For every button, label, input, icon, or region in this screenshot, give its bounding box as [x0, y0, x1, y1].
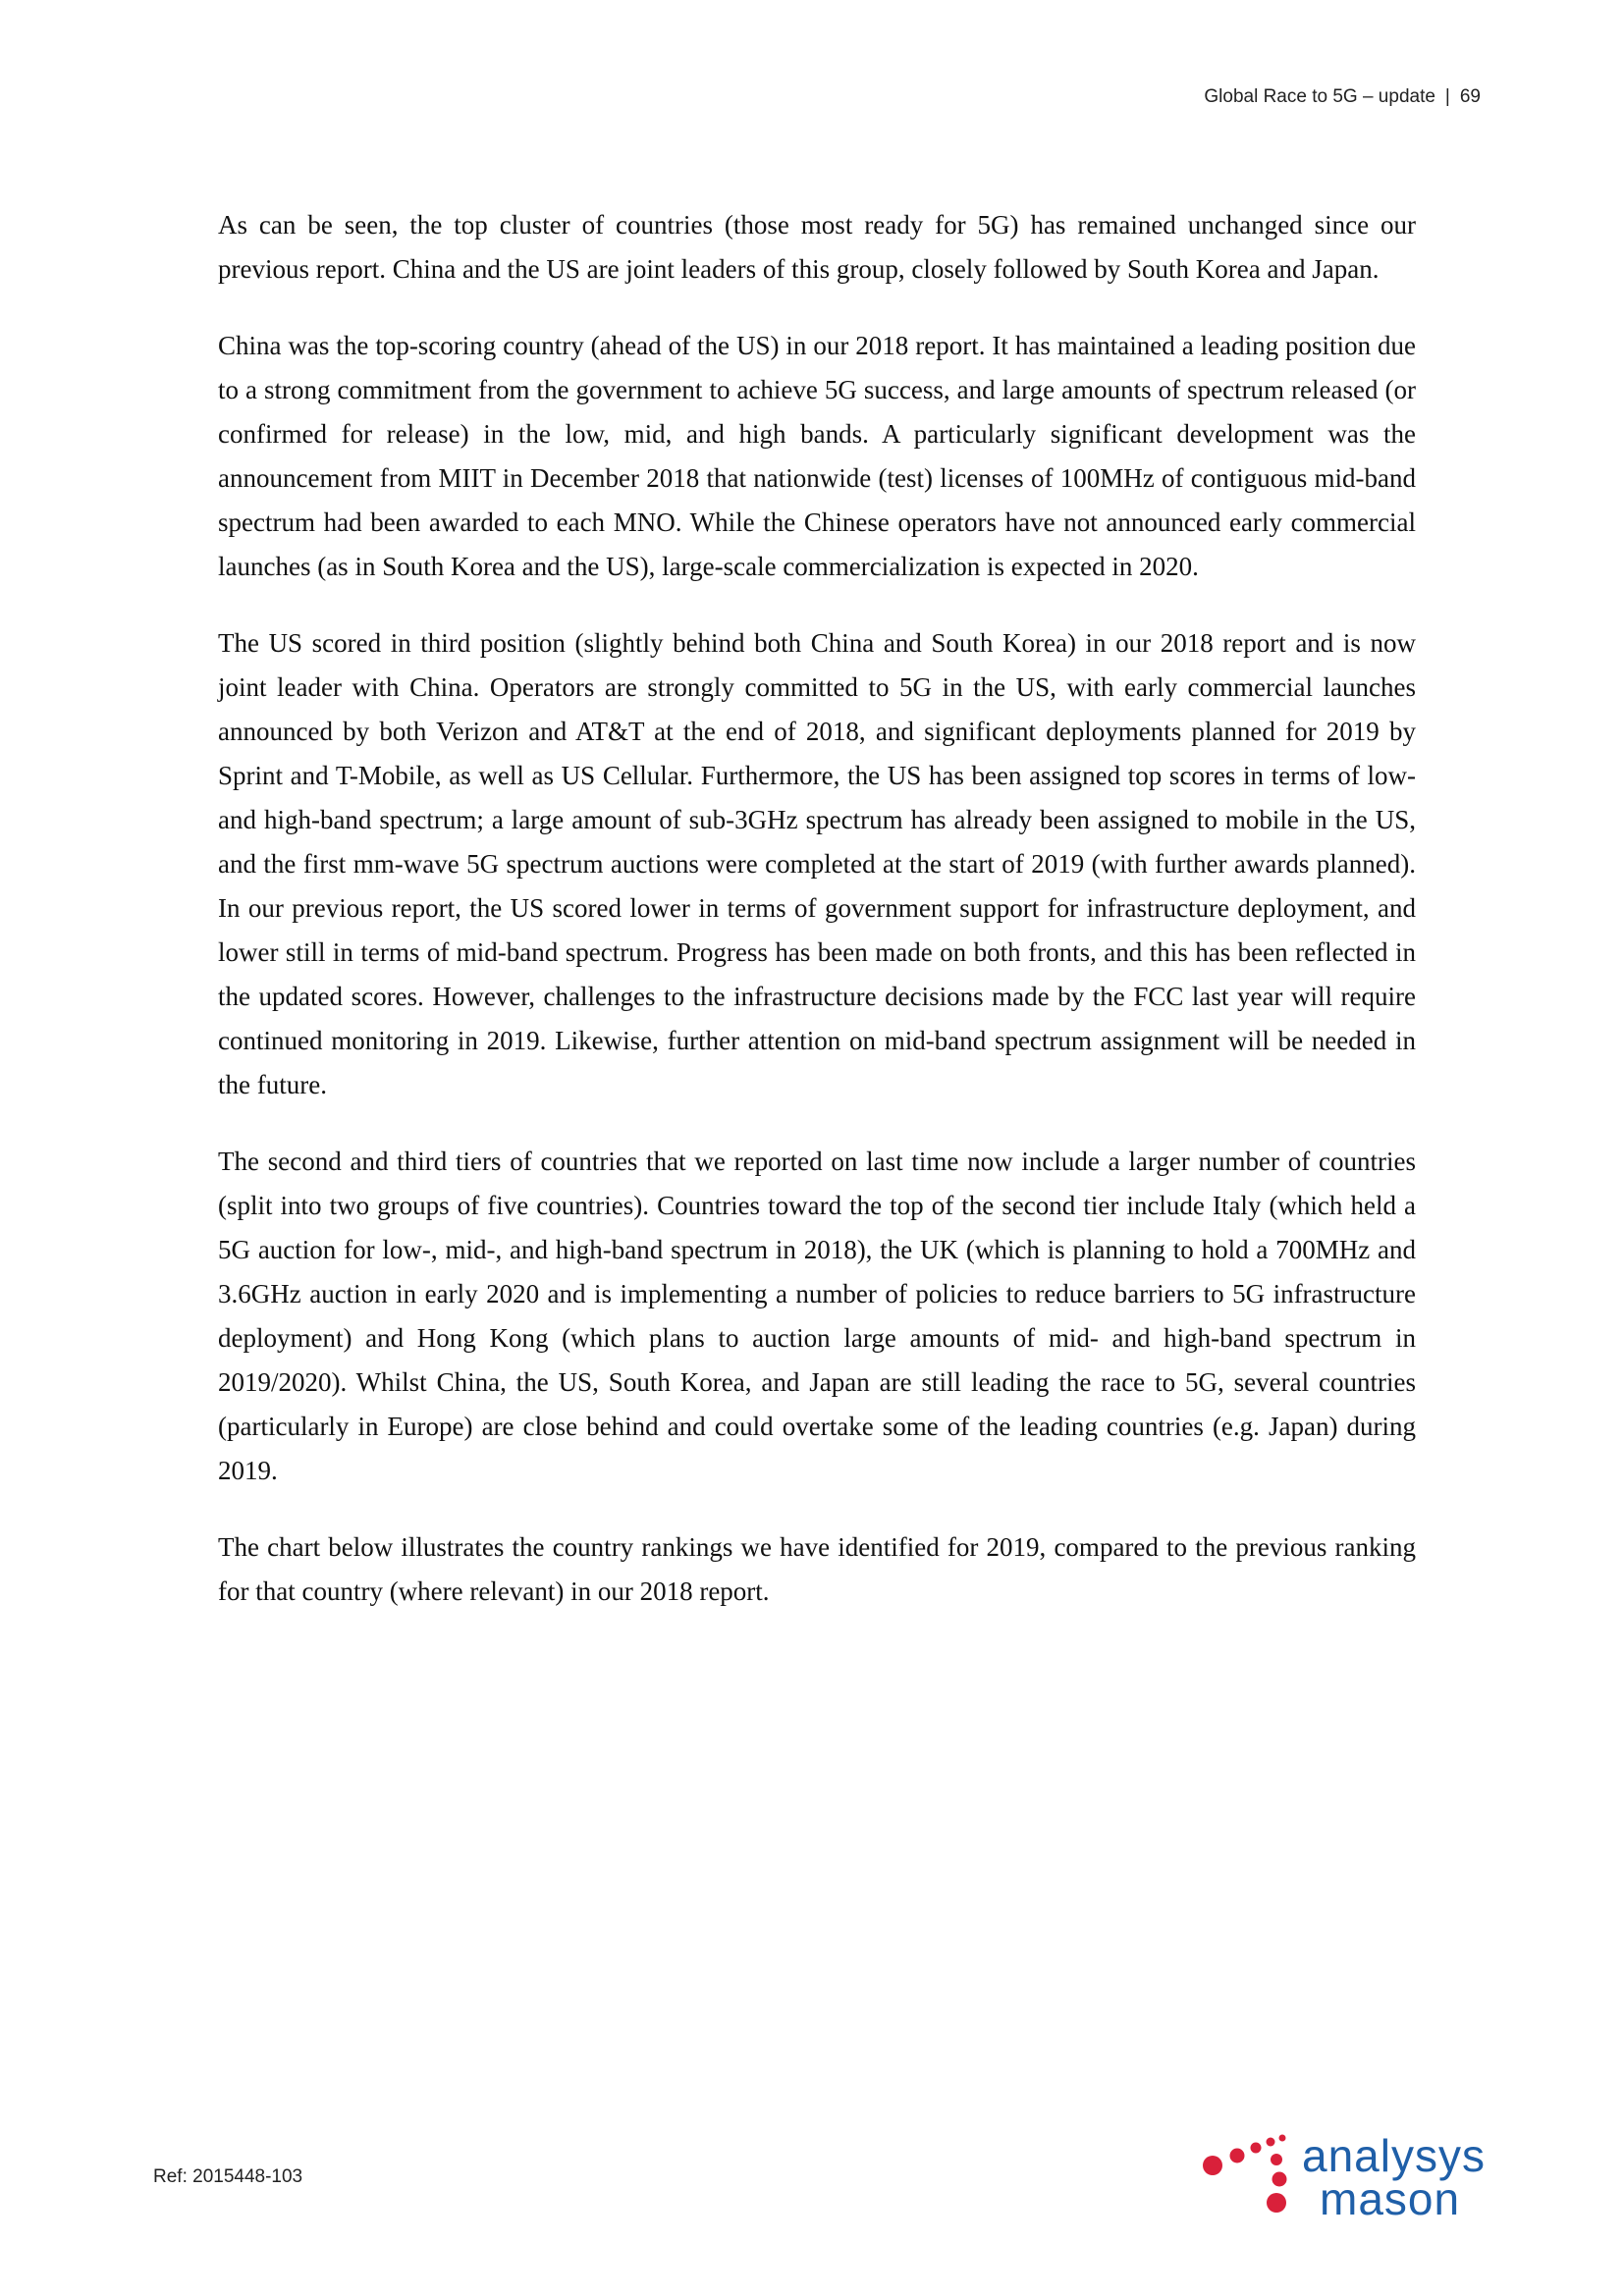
- paragraph: The chart below illustrates the country rankings we have identified for 2019, compared to the previous ranking for that country (where relevant) in our 2018 report.: [218, 1532, 1416, 1606]
- logo-line-1: analysys: [1302, 2130, 1486, 2181]
- header-title: Global Race to 5G – update: [1204, 86, 1435, 107]
- running-header: [1204, 86, 1481, 108]
- footer-reference: Ref: 2015448-103: [153, 2166, 303, 2187]
- header-separator: |: [1444, 86, 1450, 107]
- page-number: 69: [1459, 86, 1481, 107]
- body-text: [218, 203, 1416, 1646]
- logo-line-2: mason: [1320, 2173, 1461, 2224]
- logo-wordmark: [1302, 2130, 1486, 2224]
- analysys-mason-logo: [1200, 2130, 1514, 2238]
- paragraph: The US scored in third position (slightly behind both China and South Korea) in our 2018 report and is now joint leader with China. Operators are strongly committed to 5G in the US, with early commercial launches announced by both Verizon and AT&T at the end of 2018, and significant deployments planned for 2019 by Sprint and T-Mobile, as well as US Cellular. Furthermore, the US has been assigned top scores in terms of low- and high-band spectrum; a large amount of sub-3GHz spectrum has already been assigned to mobile in the US, and the first mm-wave 5G spectrum auctions were completed at the start of 2019 (with further awards planned). In our previous report, the US scored lower in terms of government support for infrastructure deployment, and lower still in terms of mid-band spectrum. Progress has been made on both fronts, and this has been reflected in the updated scores. However, challenges to the infrastructure decisions made by the FCC last year will require continued monitoring in 2019. Likewise, further attention on mid-band spectrum assignment will be needed in the future.: [218, 628, 1416, 1099]
- logo-dots-icon: [1200, 2130, 1308, 2238]
- paragraph: As can be seen, the top cluster of countries (those most ready for 5G) has remained unchanged since our previous report. China and the US are joint leaders of this group, closely followed by South Korea and Japan.: [218, 210, 1416, 284]
- paragraph: China was the top-scoring country (ahead of the US) in our 2018 report. It has maintained a leading position due to a strong commitment from the government to achieve 5G success, and large amounts of spectrum released (or confirmed for release) in the low, mid, and high bands. A particularly significant development was the announcement from MIIT in December 2018 that nationwide (test) licenses of 100MHz of contiguous mid-band spectrum had been awarded to each MNO. While the Chinese operators have not announced early commercial launches (as in South Korea and the US), large-scale commercialization is expected in 2020.: [218, 331, 1416, 581]
- paragraph: The second and third tiers of countries that we reported on last time now include a larger number of countries (split into two groups of five countries). Countries toward the top of the second tier include Italy (which held a 5G auction for low-, mid-, and high-band spectrum in 2018), the UK (which is planning to hold a 700MHz and 3.6GHz auction in early 2020 and is implementing a number of policies to reduce barriers to 5G infrastructure deployment) and Hong Kong (which plans to auction large amounts of mid- and high-band spectrum in 2019/2020). Whilst China, the US, South Korea, and Japan are still leading the race to 5G, several countries (particularly in Europe) are close behind and could overtake some of the leading countries (e.g. Japan) during 2019.: [218, 1147, 1416, 1485]
